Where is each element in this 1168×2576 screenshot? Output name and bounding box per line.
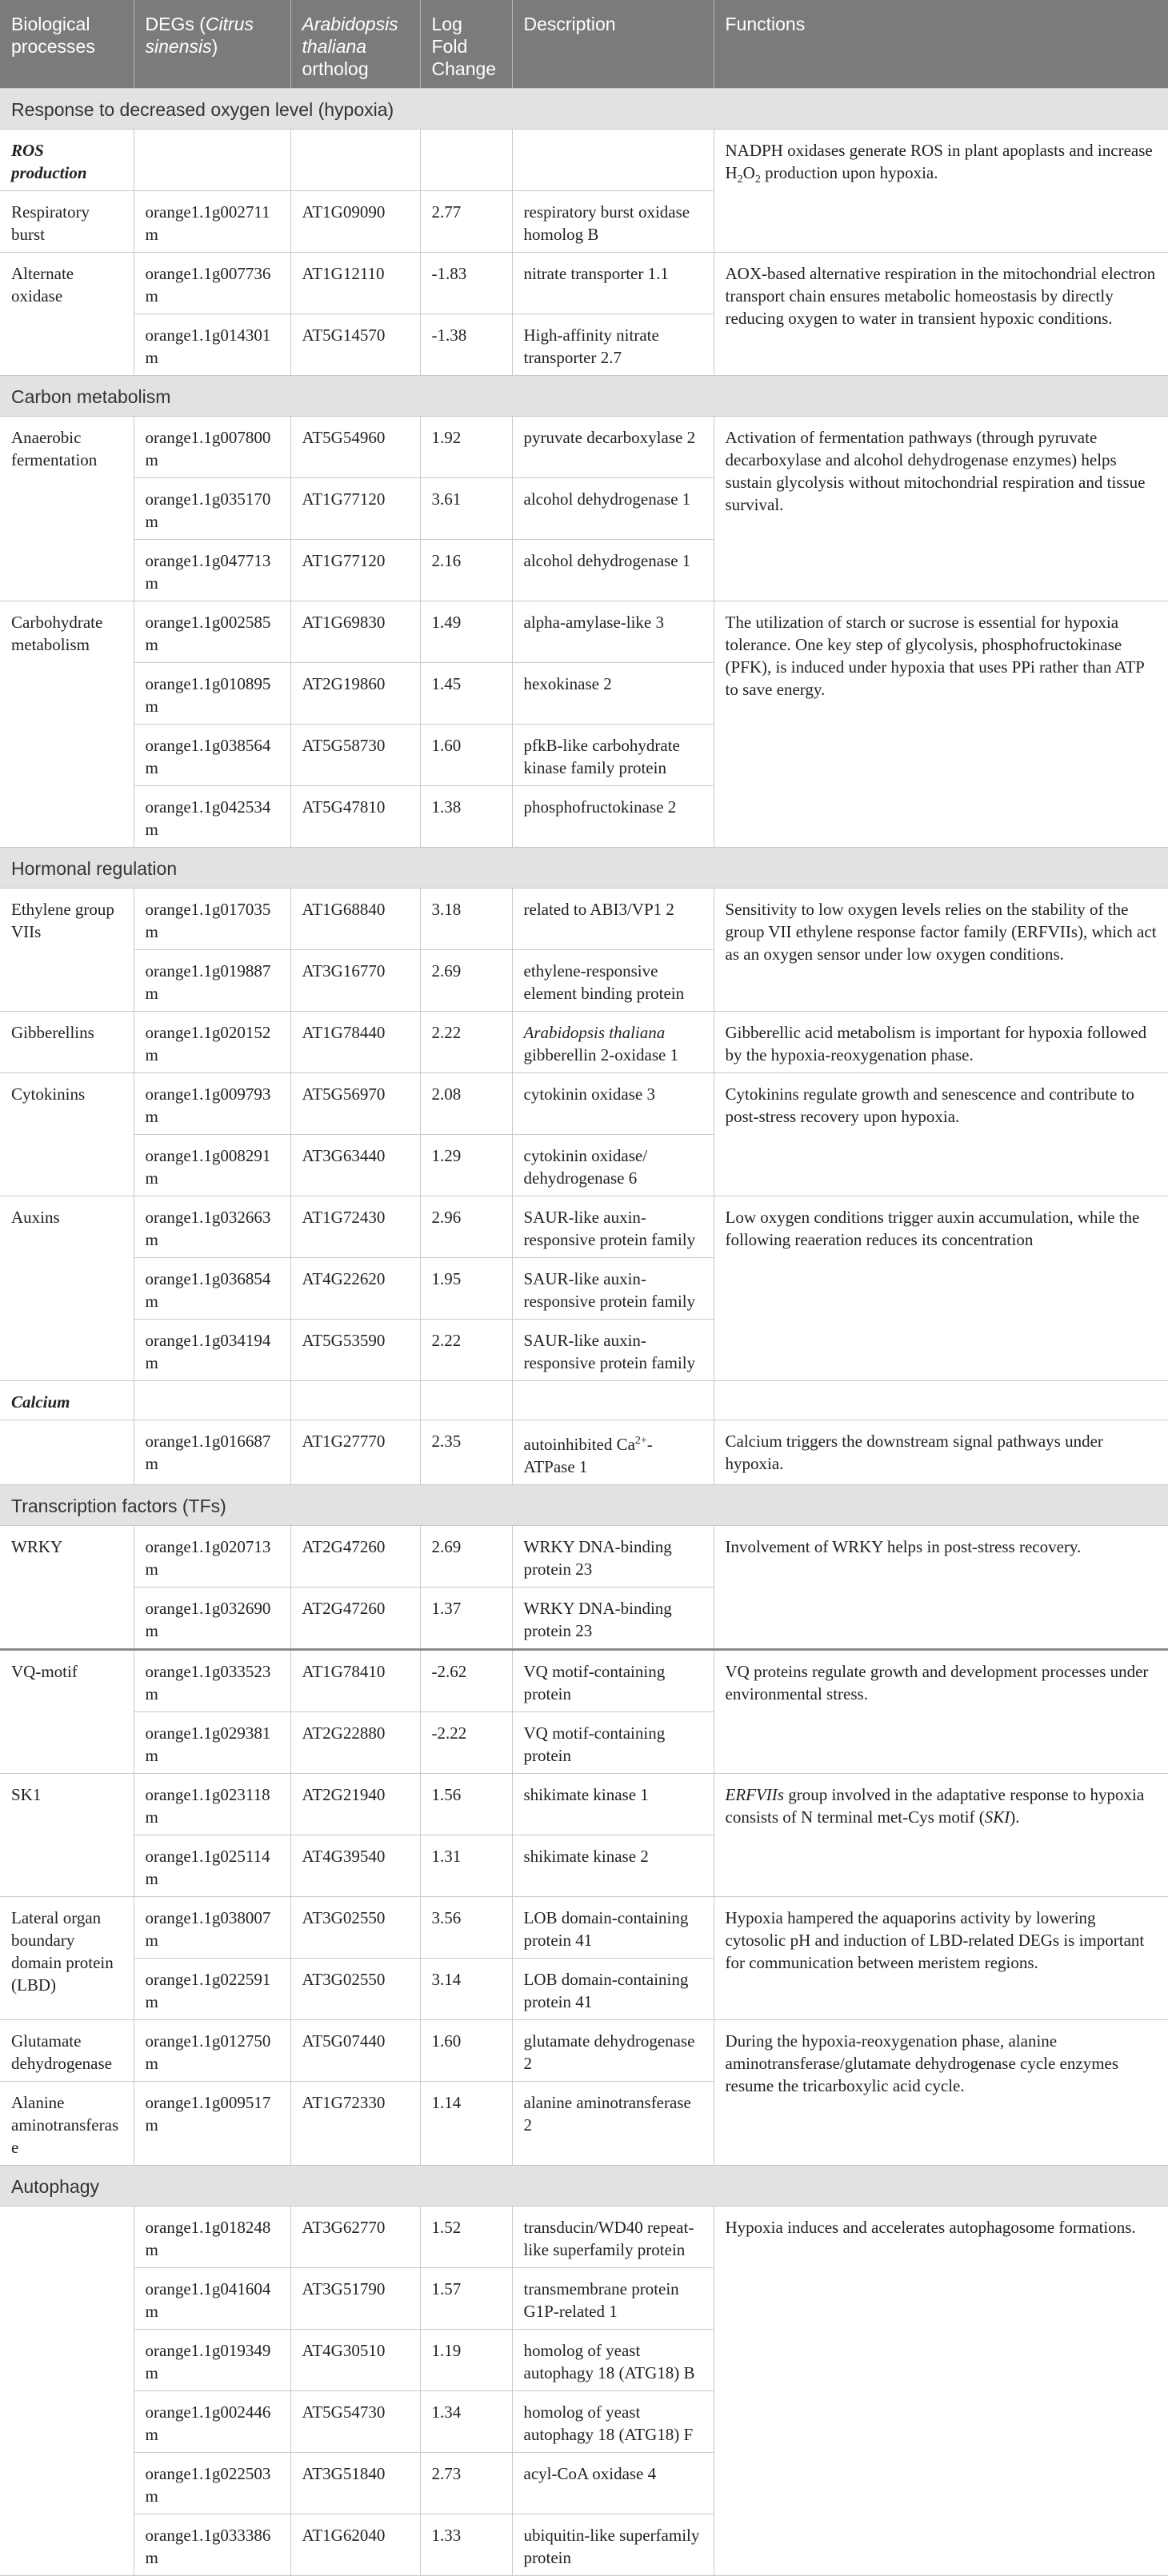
- table-row: [0, 1196, 1168, 1258]
- ortholog-cell: AT1G12110: [290, 253, 420, 314]
- description-cell: pfkB-like carbohydrate kinase family protein: [512, 725, 714, 786]
- ortholog-cell: AT5G54960: [290, 417, 420, 478]
- function-alanine-cycle: During the hypoxia-reoxygenation phase, alanine aminotransferase/glutamate dehydrogenase cycle enzymes resume the tricarboxylic acid cycle.: [714, 2020, 1168, 2166]
- process-cell: [0, 1420, 134, 1485]
- description-cell: related to ABI3/VP1 2: [512, 889, 714, 950]
- ortholog-cell: AT1G77120: [290, 540, 420, 601]
- deg-cell: orange1.1g009517m: [134, 2082, 290, 2166]
- deg-cell: orange1.1g022591m: [134, 1959, 290, 2020]
- lfc-cell: 1.45: [420, 663, 512, 725]
- section-hypoxia: Response to decreased oxygen level (hypoxia): [0, 89, 1168, 130]
- deg-cell: orange1.1g010895m: [134, 663, 290, 725]
- section-autophagy: Autophagy: [0, 2166, 1168, 2207]
- deg-cell: orange1.1g029381m: [134, 1712, 290, 1774]
- function-calcium: Calcium triggers the downstream signal pathways under hypoxia.: [714, 1420, 1168, 1485]
- process-cell: Alternate oxidase: [0, 253, 134, 376]
- lfc-cell: 2.22: [420, 1012, 512, 1073]
- header-functions: Functions: [714, 0, 1168, 89]
- table-row: [0, 1650, 1168, 1712]
- function-aox: AOX-based alternative respiration in the mitochondrial electron transport chain ensures metabolic homeostasis by directly reducing oxygen to water in transient hypoxic conditions.: [714, 253, 1168, 376]
- lfc-cell: 2.96: [420, 1196, 512, 1258]
- description-cell: homolog of yeast autophagy 18 (ATG18) F: [512, 2391, 714, 2453]
- lfc-cell: 1.37: [420, 1588, 512, 1650]
- process-cell: Ethylene group VIIs: [0, 889, 134, 1012]
- process-cell: Respiratory burst: [0, 191, 134, 253]
- deg-cell: orange1.1g020152m: [134, 1012, 290, 1073]
- deg-cell: orange1.1g022503m: [134, 2453, 290, 2514]
- deg-cell: orange1.1g018248m: [134, 2207, 290, 2268]
- lfc-cell: 1.34: [420, 2391, 512, 2453]
- deg-cell: orange1.1g036854m: [134, 1258, 290, 1320]
- header-log-fold-change: Log Fold Change: [420, 0, 512, 89]
- function-ros: NADPH oxidases generate ROS in plant apoplasts and increase $H_2O_2$ production upon hypoxia.: [714, 130, 1168, 253]
- lfc-cell: 1.60: [420, 725, 512, 786]
- header-ortholog: Arabidopsis thaliana ortholog: [290, 0, 420, 89]
- deg-cell: orange1.1g042534m: [134, 786, 290, 848]
- table-row: [0, 2207, 1168, 2268]
- description-cell: WRKY DNA-binding protein 23: [512, 1526, 714, 1588]
- description-cell: pyruvate decarboxylase 2: [512, 417, 714, 478]
- function-auxins: Low oxygen conditions trigger auxin accumulation, while the following reaeration reduces its concentration: [714, 1196, 1168, 1381]
- deg-cell: orange1.1g025114m: [134, 1835, 290, 1897]
- description-cell: acyl-CoA oxidase 4: [512, 2453, 714, 2514]
- ortholog-cell: AT1G09090: [290, 191, 420, 253]
- description-cell: SAUR-like auxin-responsive protein family: [512, 1320, 714, 1381]
- description-cell: alcohol dehydrogenase 1: [512, 478, 714, 540]
- lfc-cell: -2.22: [420, 1712, 512, 1774]
- description-cell: VQ motif-containing protein: [512, 1650, 714, 1712]
- description-cell: ubiquitin-like superfamily protein: [512, 2514, 714, 2576]
- function-autophagy: Hypoxia induces and accelerates autophagosome formations.: [714, 2207, 1168, 2576]
- table-row: [0, 1012, 1168, 1073]
- deg-cell: orange1.1g016687m: [134, 1420, 290, 1485]
- ortholog-cell: AT3G62770: [290, 2207, 420, 2268]
- process-cell: Alanine aminotransferase: [0, 2082, 134, 2166]
- deg-cell: orange1.1g032663m: [134, 1196, 290, 1258]
- description-cell: respiratory burst oxidase homolog B: [512, 191, 714, 253]
- deg-cell: orange1.1g034194m: [134, 1320, 290, 1381]
- description-cell: alcohol dehydrogenase 1: [512, 540, 714, 601]
- process-cell: Auxins: [0, 1196, 134, 1381]
- deg-cell: orange1.1g038564m: [134, 725, 290, 786]
- description-cell: hexokinase 2: [512, 663, 714, 725]
- lfc-cell: -1.38: [420, 314, 512, 376]
- process-cell: Lateral organ boundary domain protein (LBD): [0, 1897, 134, 2020]
- deg-cell: orange1.1g012750m: [134, 2020, 290, 2082]
- ortholog-cell: AT1G72430: [290, 1196, 420, 1258]
- lfc-cell: 2.16: [420, 540, 512, 601]
- ortholog-cell: AT2G47260: [290, 1526, 420, 1588]
- process-cell: Glutamate dehydrogenase: [0, 2020, 134, 2082]
- lfc-cell: 1.57: [420, 2268, 512, 2330]
- table-row: [0, 1526, 1168, 1588]
- lfc-cell: 2.35: [420, 1420, 512, 1485]
- header-degs: DEGs (Citrus sinensis): [134, 0, 290, 89]
- deg-cell: orange1.1g032690m: [134, 1588, 290, 1650]
- ortholog-cell: AT3G51840: [290, 2453, 420, 2514]
- lfc-cell: 1.92: [420, 417, 512, 478]
- ortholog-cell: AT2G19860: [290, 663, 420, 725]
- deg-cell: orange1.1g008291m: [134, 1135, 290, 1196]
- deg-cell: orange1.1g002585m: [134, 601, 290, 663]
- subheading-calcium: Calcium: [0, 1381, 134, 1420]
- description-cell: VQ motif-containing protein: [512, 1712, 714, 1774]
- ortholog-cell: AT1G72330: [290, 2082, 420, 2166]
- ortholog-cell: AT2G22880: [290, 1712, 420, 1774]
- lfc-cell: 2.69: [420, 1526, 512, 1588]
- function-carbohydrate: The utilization of starch or sucrose is essential for hypoxia tolerance. One key step of glycolysis, phosphofructokinase (PFK), is induced under hypoxia that uses PPi rather than ATP to save energy.: [714, 601, 1168, 848]
- lfc-cell: 3.18: [420, 889, 512, 950]
- ortholog-cell: AT5G14570: [290, 314, 420, 376]
- ortholog-cell: AT5G56970: [290, 1073, 420, 1135]
- description-cell: autoinhibited $Ca^{2+}$-ATPase 1: [512, 1420, 714, 1485]
- description-cell: transmembrane protein G1P-related 1: [512, 2268, 714, 2330]
- function-vq: VQ proteins regulate growth and development processes under environmental stress.: [714, 1650, 1168, 1774]
- description-cell: transducin/WD40 repeat-like superfamily protein: [512, 2207, 714, 2268]
- deg-cell: orange1.1g017035m: [134, 889, 290, 950]
- deg-cell: orange1.1g033523m: [134, 1650, 290, 1712]
- ortholog-cell: AT4G30510: [290, 2330, 420, 2391]
- ortholog-cell: AT5G54730: [290, 2391, 420, 2453]
- table-header: [0, 0, 1168, 89]
- lfc-cell: 1.29: [420, 1135, 512, 1196]
- deg-cell: orange1.1g033386m: [134, 2514, 290, 2576]
- description-cell: glutamate dehydrogenase 2: [512, 2020, 714, 2082]
- description-cell: phosphofructokinase 2: [512, 786, 714, 848]
- function-cytokinins: Cytokinins regulate growth and senescence and contribute to post-stress recovery upon hypoxia.: [714, 1073, 1168, 1196]
- lfc-cell: 1.19: [420, 2330, 512, 2391]
- deg-cell: orange1.1g019349m: [134, 2330, 290, 2391]
- lfc-cell: 2.22: [420, 1320, 512, 1381]
- ortholog-cell: AT3G02550: [290, 1959, 420, 2020]
- deg-cell: orange1.1g002446m: [134, 2391, 290, 2453]
- deg-cell: orange1.1g038007m: [134, 1897, 290, 1959]
- deg-cell: orange1.1g035170m: [134, 478, 290, 540]
- ortholog-cell: AT2G21940: [290, 1774, 420, 1835]
- ortholog-cell: AT5G53590: [290, 1320, 420, 1381]
- deg-cell: orange1.1g047713m: [134, 540, 290, 601]
- section-transcription-factors: Transcription factors (TFs): [0, 1485, 1168, 1526]
- ortholog-cell: AT3G02550: [290, 1897, 420, 1959]
- deg-cell: orange1.1g020713m: [134, 1526, 290, 1588]
- function-wrky: Involvement of WRKY helps in post-stress recovery.: [714, 1526, 1168, 1650]
- lfc-cell: 1.33: [420, 2514, 512, 2576]
- subheading-ros-production: ROS production: [0, 130, 134, 191]
- lfc-cell: 2.08: [420, 1073, 512, 1135]
- lfc-cell: 2.69: [420, 950, 512, 1012]
- description-cell: shikimate kinase 1: [512, 1774, 714, 1835]
- description-cell: homolog of yeast autophagy 18 (ATG18) B: [512, 2330, 714, 2391]
- ortholog-cell: AT1G62040: [290, 2514, 420, 2576]
- function-fermentation: Activation of fermentation pathways (through pyruvate decarboxylase and alcohol dehydrogenase enzymes) helps sustain glycolysis without mitochondrial respiration and tissue survival.: [714, 417, 1168, 601]
- function-sk1: ERFVIIs group involved in the adaptative response to hypoxia consists of N terminal met-Cys motif (SKI).: [714, 1774, 1168, 1897]
- description-cell: nitrate transporter 1.1: [512, 253, 714, 314]
- ortholog-cell: AT3G63440: [290, 1135, 420, 1196]
- description-cell: High-affinity nitrate transporter 2.7: [512, 314, 714, 376]
- description-cell: cytokinin oxidase/ dehydrogenase 6: [512, 1135, 714, 1196]
- function-gibberellins: Gibberellic acid metabolism is important for hypoxia followed by the hypoxia-reoxygenation phase.: [714, 1012, 1168, 1073]
- process-cell: Carbohydrate metabolism: [0, 601, 134, 848]
- deg-cell: orange1.1g023118m: [134, 1774, 290, 1835]
- lfc-cell: 1.95: [420, 1258, 512, 1320]
- process-cell: Gibberellins: [0, 1012, 134, 1073]
- description-cell: SAUR-like auxin-responsive protein family: [512, 1196, 714, 1258]
- deg-cell: orange1.1g007800m: [134, 417, 290, 478]
- table-row: [0, 601, 1168, 663]
- ortholog-cell: AT1G68840: [290, 889, 420, 950]
- process-cell: VQ-motif: [0, 1650, 134, 1774]
- ortholog-cell: AT1G78440: [290, 1012, 420, 1073]
- table-row: [0, 1774, 1168, 1835]
- description-cell: LOB domain-containing protein 41: [512, 1897, 714, 1959]
- description-cell: Arabidopsis thaliana gibberellin 2-oxidase 1: [512, 1012, 714, 1073]
- lfc-cell: 3.61: [420, 478, 512, 540]
- ortholog-cell: AT1G69830: [290, 601, 420, 663]
- description-cell: LOB domain-containing protein 41: [512, 1959, 714, 2020]
- ortholog-cell: AT1G27770: [290, 1420, 420, 1485]
- lfc-cell: 3.14: [420, 1959, 512, 2020]
- description-cell: ethylene-responsive element binding protein: [512, 950, 714, 1012]
- table-row: [0, 1073, 1168, 1135]
- deg-cell: orange1.1g041604m: [134, 2268, 290, 2330]
- function-ethylene: Sensitivity to low oxygen levels relies on the stability of the group VII ethylene response factor family (ERFVIIs), which act as an oxygen sensor under low oxygen conditions.: [714, 889, 1168, 1012]
- process-cell: Cytokinins: [0, 1073, 134, 1196]
- table-row: [0, 417, 1168, 478]
- description-cell: cytokinin oxidase 3: [512, 1073, 714, 1135]
- ortholog-cell: AT3G16770: [290, 950, 420, 1012]
- function-lbd: Hypoxia hampered the aquaporins activity by lowering cytosolic pH and induction of LBD-related DEGs is important for communication between meristem regions.: [714, 1897, 1168, 2020]
- ortholog-cell: AT2G47260: [290, 1588, 420, 1650]
- deg-cell: orange1.1g019887m: [134, 950, 290, 1012]
- lfc-cell: 2.73: [420, 2453, 512, 2514]
- lfc-cell: 2.77: [420, 191, 512, 253]
- lfc-cell: 1.31: [420, 1835, 512, 1897]
- table-row: [0, 1897, 1168, 1959]
- description-cell: alpha-amylase-like 3: [512, 601, 714, 663]
- ortholog-cell: AT4G22620: [290, 1258, 420, 1320]
- description-cell: SAUR-like auxin-responsive protein family: [512, 1258, 714, 1320]
- header-description: Description: [512, 0, 714, 89]
- lfc-cell: 1.14: [420, 2082, 512, 2166]
- lfc-cell: 1.52: [420, 2207, 512, 2268]
- section-carbon-metabolism: Carbon metabolism: [0, 376, 1168, 417]
- lfc-cell: 1.38: [420, 786, 512, 848]
- lfc-cell: 1.60: [420, 2020, 512, 2082]
- table-row: [0, 1420, 1168, 1485]
- ortholog-cell: AT5G07440: [290, 2020, 420, 2082]
- ortholog-cell: AT5G58730: [290, 725, 420, 786]
- process-cell: WRKY: [0, 1526, 134, 1650]
- lfc-cell: -1.83: [420, 253, 512, 314]
- lfc-cell: 1.49: [420, 601, 512, 663]
- description-cell: WRKY DNA-binding protein 23: [512, 1588, 714, 1650]
- lfc-cell: 1.56: [420, 1774, 512, 1835]
- deg-cell: orange1.1g009793m: [134, 1073, 290, 1135]
- table-row: [0, 889, 1168, 950]
- ortholog-cell: AT4G39540: [290, 1835, 420, 1897]
- deg-cell: orange1.1g002711m: [134, 191, 290, 253]
- description-cell: alanine aminotransferase 2: [512, 2082, 714, 2166]
- header-biological-processes: Biological processes: [0, 0, 134, 89]
- process-cell: Anaerobic fermentation: [0, 417, 134, 601]
- table-row: [0, 2020, 1168, 2082]
- process-cell: SK1: [0, 1774, 134, 1897]
- ortholog-cell: AT1G77120: [290, 478, 420, 540]
- ortholog-cell: AT5G47810: [290, 786, 420, 848]
- deg-cell: orange1.1g014301m: [134, 314, 290, 376]
- section-hormonal-regulation: Hormonal regulation: [0, 848, 1168, 889]
- description-cell: shikimate kinase 2: [512, 1835, 714, 1897]
- lfc-cell: 3.56: [420, 1897, 512, 1959]
- lfc-cell: -2.62: [420, 1650, 512, 1712]
- ortholog-cell: AT3G51790: [290, 2268, 420, 2330]
- table-row: [0, 253, 1168, 314]
- deg-cell: orange1.1g007736m: [134, 253, 290, 314]
- ortholog-cell: AT1G78410: [290, 1650, 420, 1712]
- process-cell: [0, 2207, 134, 2576]
